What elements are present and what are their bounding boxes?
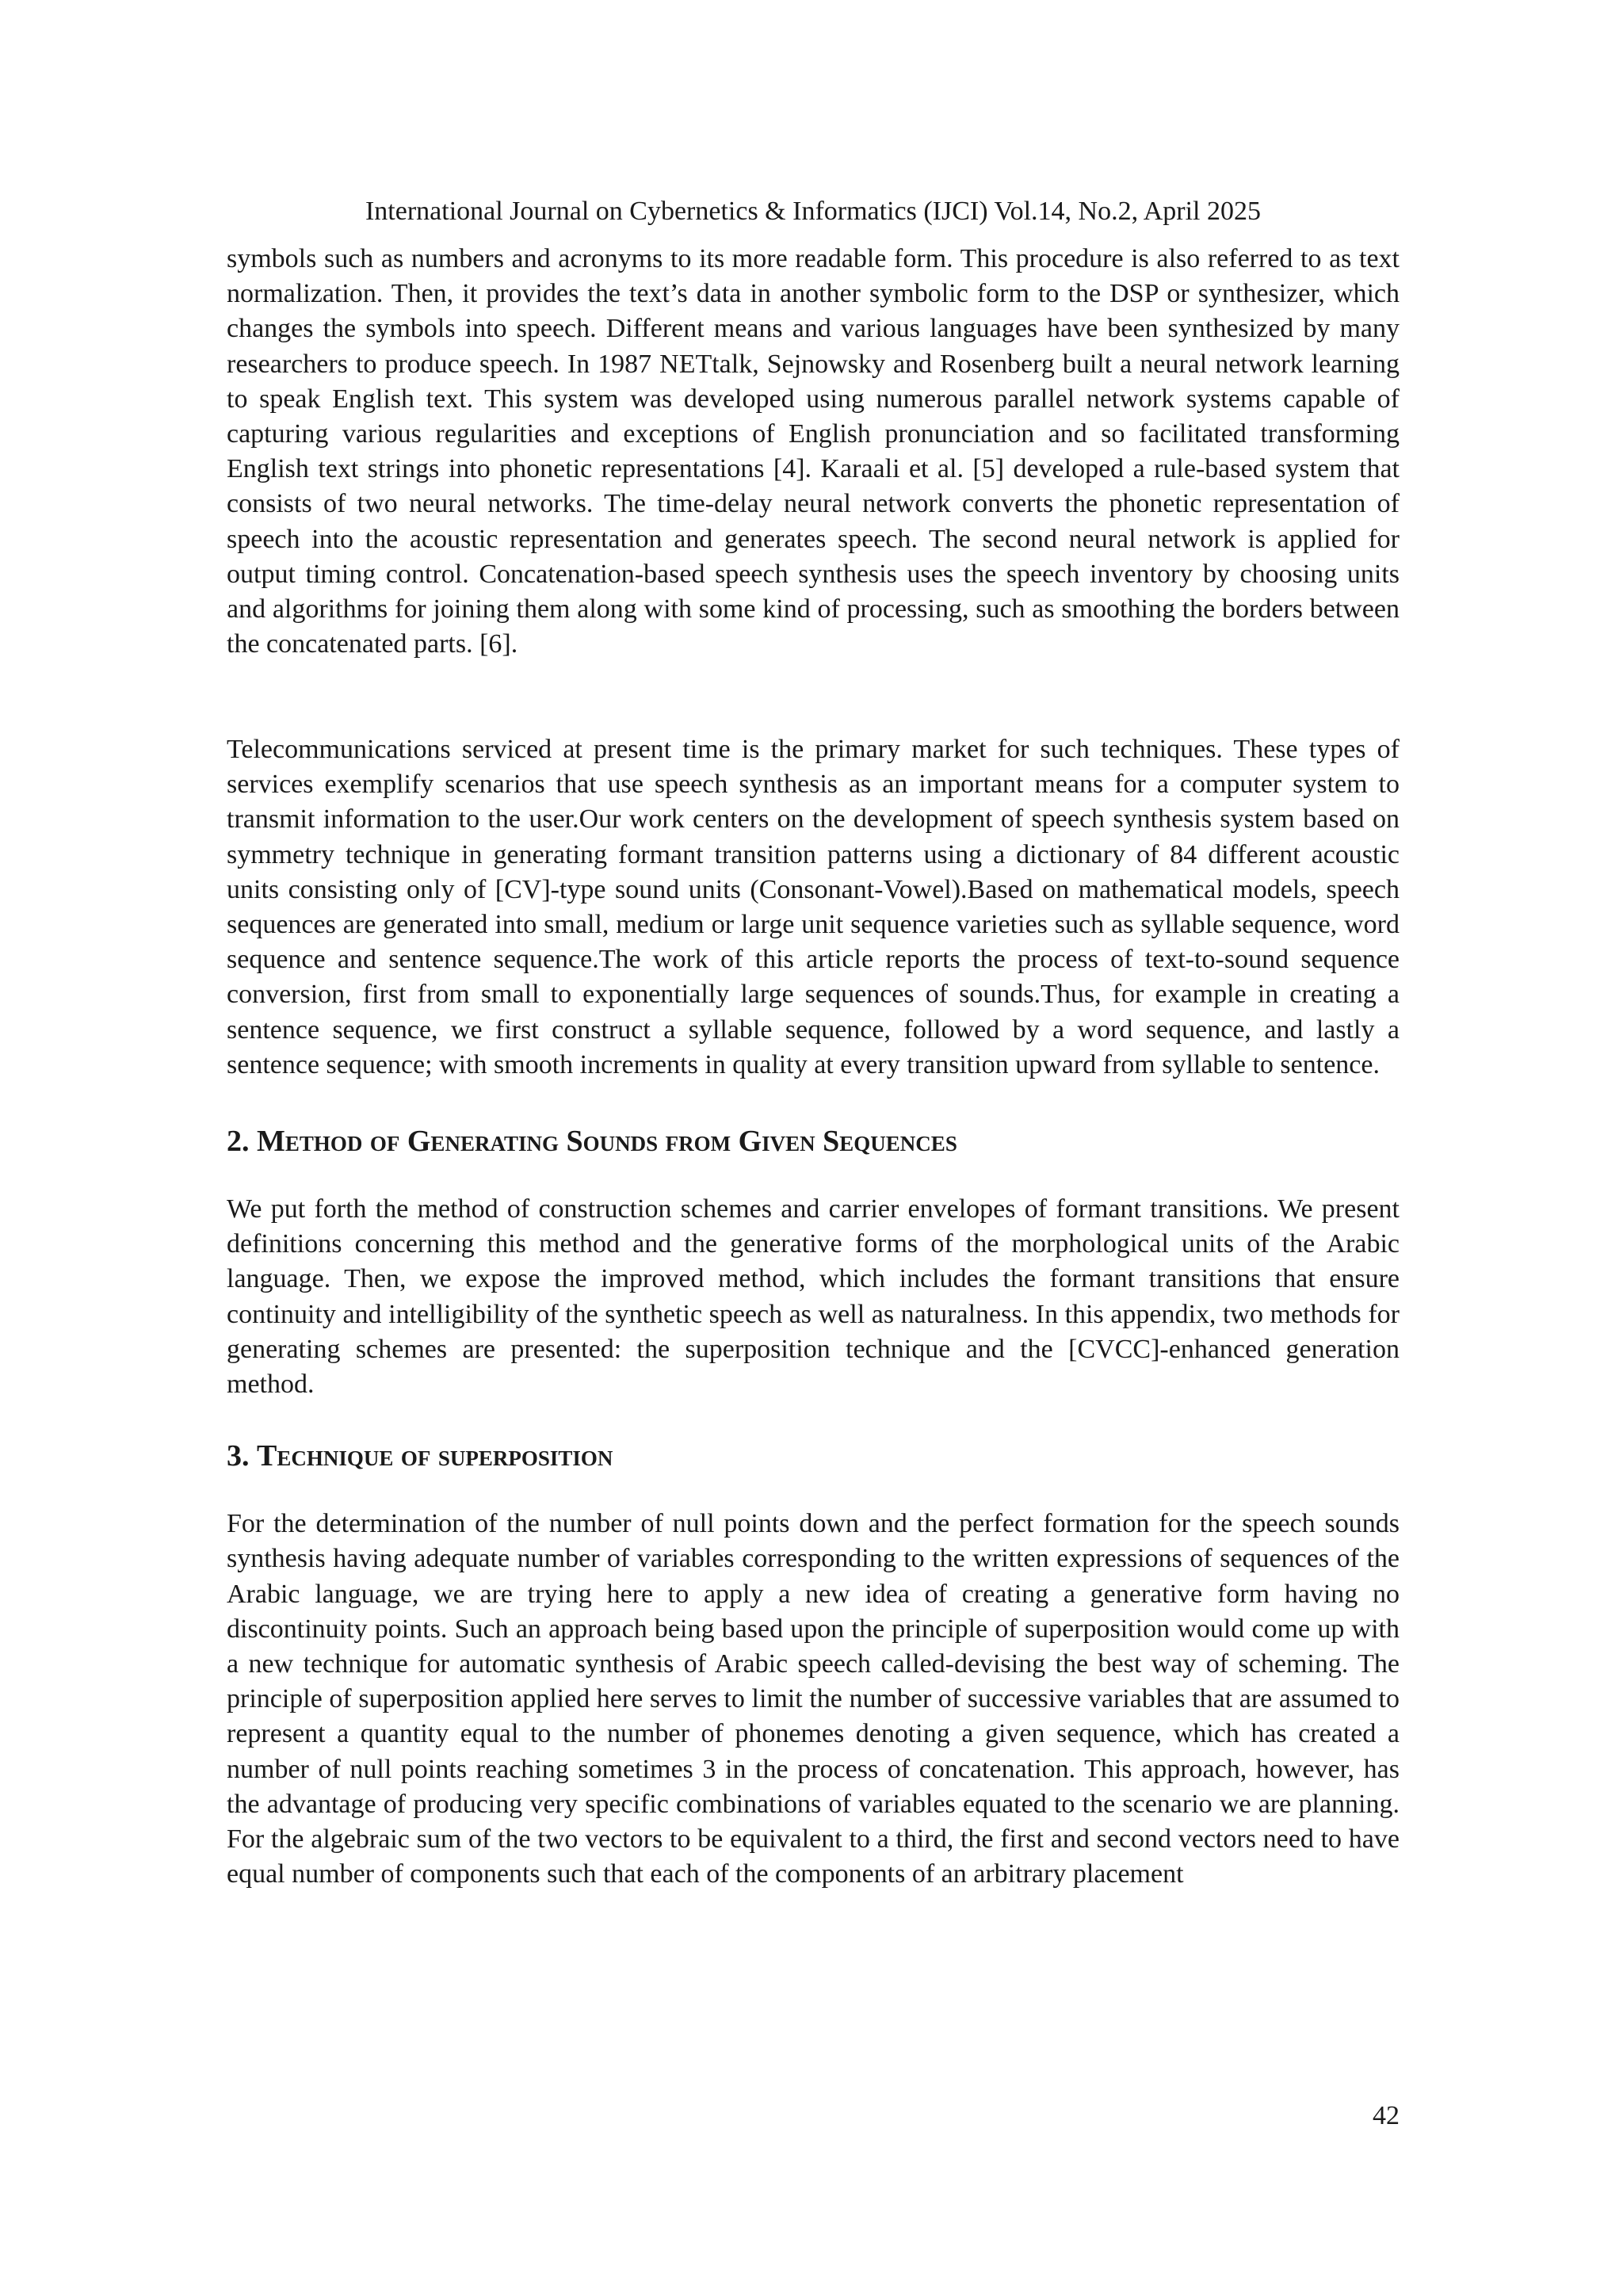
paragraph-method: We put forth the method of construction schemes and carrier envelopes of formant transitions. We present definitions concerning this method and the generative forms of the morphological units of the Arabic language. Then, we expose the improved method, which includes the formant transitions that ensure continuity and intelligibility of the synthetic speech as well as naturalness. In this appendix, two methods for generating schemes are presented: the superposition technique and the [CVCC]-enhanced generation method. <box>227 1194 1400 1400</box>
section-heading-3 <box>227 1437 1400 1475</box>
page-number: 42 <box>1373 2101 1400 2130</box>
paragraph-superposition: For the determination of the number of null points down and the perfect formation for the speech sounds synthesis having adequate number of variables corresponding to the written expressions of sequences of the Arabic language, we are trying here to apply a new idea of creating a generative form having no discontinuity points. Such an approach being based upon the principle of superposition would come up with a new technique for automatic synthesis of Arabic speech called-devising the best way of scheming. The principle of superposition applied here serves to limit the number of successive variables that are assumed to represent a quantity equal to the number of phonemes denoting a given sequence, which has created a number of null points reaching sometimes 3 in the process of concatenation. This approach, however, has the advantage of producing very specific combinations of variables equated to the scenario we are planning. For the algebraic sum of the two vectors to be equivalent to a third, the first and second vectors need to have equal number of components such that each of the components of an arbitrary placement <box>227 1509 1400 1889</box>
running-header: International Journal on Cybernetics & Informatics (IJCI) Vol.14, No.2, April 2025 <box>365 197 1261 226</box>
page-body <box>227 242 1400 1892</box>
paragraph-telecommunications: Telecommunications serviced at present time is the primary market for such techniques. These types of services exemplify scenarios that use speech synthesis as an important means for a computer system to transmit information to the user.Our work centers on the development of speech synthesis system based on symmetry technique in generating formant transition patterns using a dictionary of 84 different acoustic units consisting only of [CV]-type sound units (Consonant-Vowel).Based on mathematical models, speech sequences are generated into small, medium or large unit sequence varieties such as syllable sequence, word sequence and sentence sequence.The work of this article reports the process of text-to-sound sequence conversion, first from small to exponentially large sequences of sounds.Thus, for example in creating a sentence sequence, we first construct a syllable sequence, followed by a word sequence, and lastly a sentence sequence; with smooth increments in quality at every transition upward from syllable to sentence. <box>227 735 1400 1079</box>
section-number: 2. <box>227 1125 250 1159</box>
section-title: Method of Generating Sounds from Given Sequences <box>257 1125 957 1159</box>
section-heading-2 <box>227 1122 1400 1160</box>
section-number: 3. <box>227 1439 250 1473</box>
paragraph-intro-continuation: symbols such as numbers and acronyms to its more readable form. This procedure is also referred to as text normalization. Then, it provides the text’s data in another symbolic form to the DSP or synthesizer, which changes the symbols into speech. Different means and various languages have been synthesized by many researchers to produce speech. In 1987 NETtalk, Sejnowsky and Rosenberg built a neural network learning to speak English text. This system was developed using numerous parallel network systems capable of capturing various regularities and exceptions of English pronunciation and so facilitated transforming English text strings into phonetic representations [4]. Karaali et al. [5] developed a rule-based system that consists of two neural networks. The time-delay neural network converts the phonetic representation of speech into the acoustic representation and generates speech. The second neural network is applied for output timing control. Concatenation-based speech synthesis uses the speech inventory by choosing units and algorithms for joining them along with some kind of processing, such as smoothing the borders between the concatenated parts. [6]. <box>227 244 1400 659</box>
section-title: Technique of superposition <box>257 1439 613 1473</box>
